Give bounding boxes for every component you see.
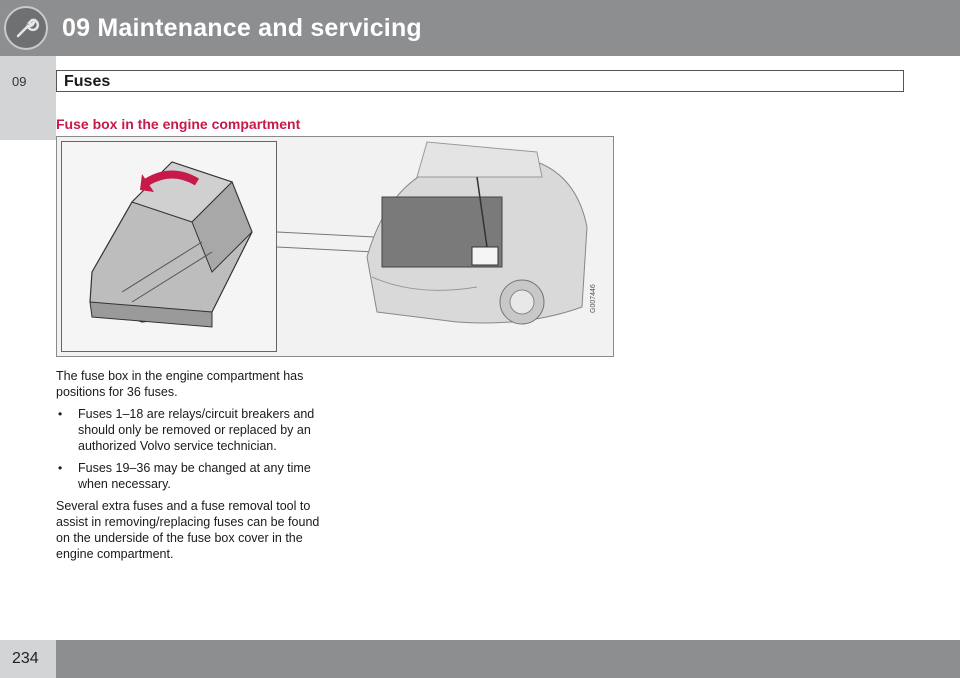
chapter-side-tab bbox=[0, 56, 56, 140]
chapter-title: 09 Maintenance and servicing bbox=[62, 14, 422, 42]
figure-code: G007446 bbox=[590, 284, 597, 313]
section-title-box bbox=[56, 70, 904, 92]
wrench-icon bbox=[4, 6, 48, 50]
car-engine-illustration bbox=[277, 137, 613, 356]
list-item bbox=[56, 406, 326, 454]
page-number: 234 bbox=[12, 650, 39, 667]
chapter-number: 09 bbox=[12, 74, 27, 89]
intro-paragraph: The fuse box in the engine compartment has positions for 36 fuses. bbox=[56, 369, 304, 399]
outro-paragraph: Several extra fuses and a fuse removal tool to assist in removing/replacing fuses can be found on the underside of the fuse box cover in the engine compartment. bbox=[56, 499, 320, 561]
fuse-box-figure bbox=[56, 136, 614, 357]
fuse-bullet-list bbox=[56, 406, 326, 492]
bullet-icon: • bbox=[58, 407, 63, 421]
fuse-box-illustration bbox=[62, 142, 276, 351]
list-item bbox=[56, 460, 326, 492]
footer-bar bbox=[56, 640, 960, 678]
bullet-text: Fuses 1–18 are relays/circuit breakers and should only be removed or replaced by an authorized Volvo service technician. bbox=[78, 407, 315, 453]
fuse-box-closeup bbox=[61, 141, 277, 352]
subheading: Fuse box in the engine compartment bbox=[56, 116, 301, 132]
section-title: Fuses bbox=[64, 73, 111, 90]
bullet-icon: • bbox=[58, 461, 63, 475]
bullet-text: Fuses 19–36 may be changed at any time when necessary. bbox=[78, 461, 311, 491]
body-text bbox=[56, 368, 326, 568]
